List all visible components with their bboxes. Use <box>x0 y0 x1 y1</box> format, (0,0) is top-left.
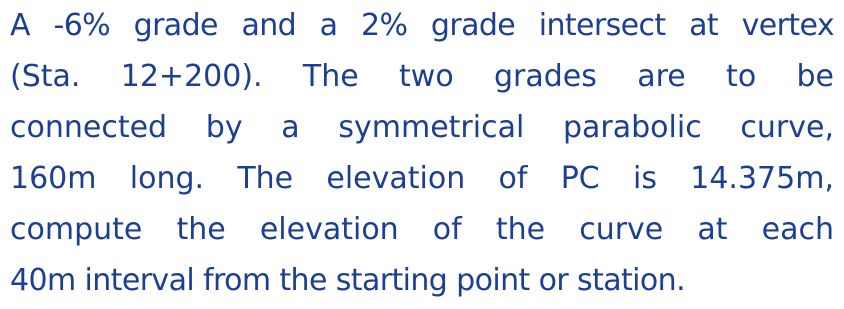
problem-line-5: compute the elevation of the curve at each <box>10 212 834 247</box>
problem-line-1: A -6% grade and a 2% grade intersect at vertex <box>10 8 834 43</box>
problem-text <box>10 0 834 306</box>
problem-line-3: connected by a symmetrical parabolic curve, <box>10 110 834 145</box>
problem-line-4: 160m long. The elevation of PC is 14.375m, <box>10 161 834 196</box>
problem-line-2: (Sta. 12+200). The two grades are to be <box>10 59 834 94</box>
problem-line-6: 40m interval from the starting point or station. <box>10 263 686 298</box>
